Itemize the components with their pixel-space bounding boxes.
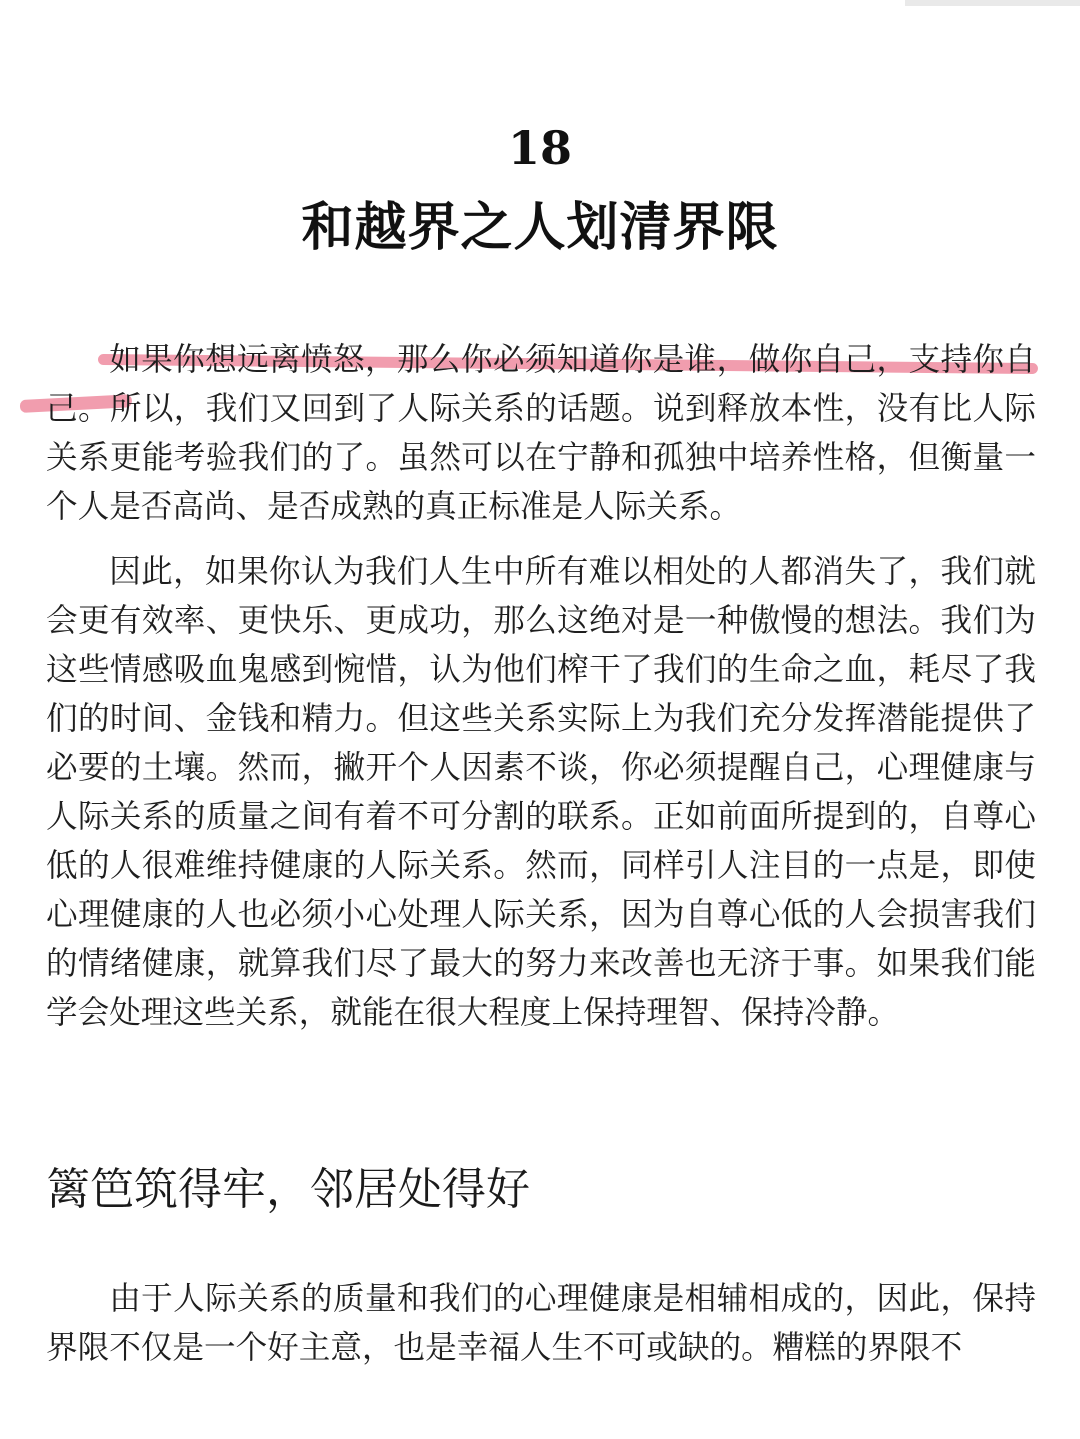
- section-heading: 篱笆筑得牢，邻居处得好: [46, 1164, 530, 1215]
- paragraph-1: 如果你想远离愤怒，那么你必须知道你是谁，做你自己，支持你自己。所以，我们又回到了人际关系的话题。说到释放本性，没有比人际关系更能考验我们的了。虽然可以在宁静和孤独中培养性格，但衡量一个人是否高尚、是否成熟的真正标准是人际关系。: [46, 342, 1036, 525]
- paragraph-2: 因此，如果你认为我们人生中所有难以相处的人都消失了，我们就会更有效率、更快乐、更成功，那么这绝对是一种傲慢的想法。我们为这些情感吸血鬼感到惋惜，认为他们榨干了我们的生命之血，耗尽了我们的时间、金钱和精力。但这些关系实际上为我们充分发挥潜能提供了必要的土壤。然而，撇开个人因素不谈，你必须提醒自己，心理健康与人际关系的质量之间有着不可分割的联系。正如前面所提到的，自尊心低的人很难维持健康的人际关系。然而，同样引人注目的一点是，即使心理健康的人也必须小心处理人际关系，因为自尊心低的人会损害我们的情绪健康，就算我们尽了最大的努力来改善也无济于事。如果我们能学会处理这些关系，就能在很大程度上保持理智、保持冷静。: [46, 554, 1036, 1031]
- chapter-title: 和越界之人划清界限: [301, 198, 779, 258]
- chapter-number: 18: [507, 121, 572, 175]
- paragraph-3: 由于人际关系的质量和我们的心理健康是相辅相成的，因此，保持界限不仅是一个好主意，也是幸福人生不可或缺的。糟糕的界限不: [46, 1281, 1036, 1366]
